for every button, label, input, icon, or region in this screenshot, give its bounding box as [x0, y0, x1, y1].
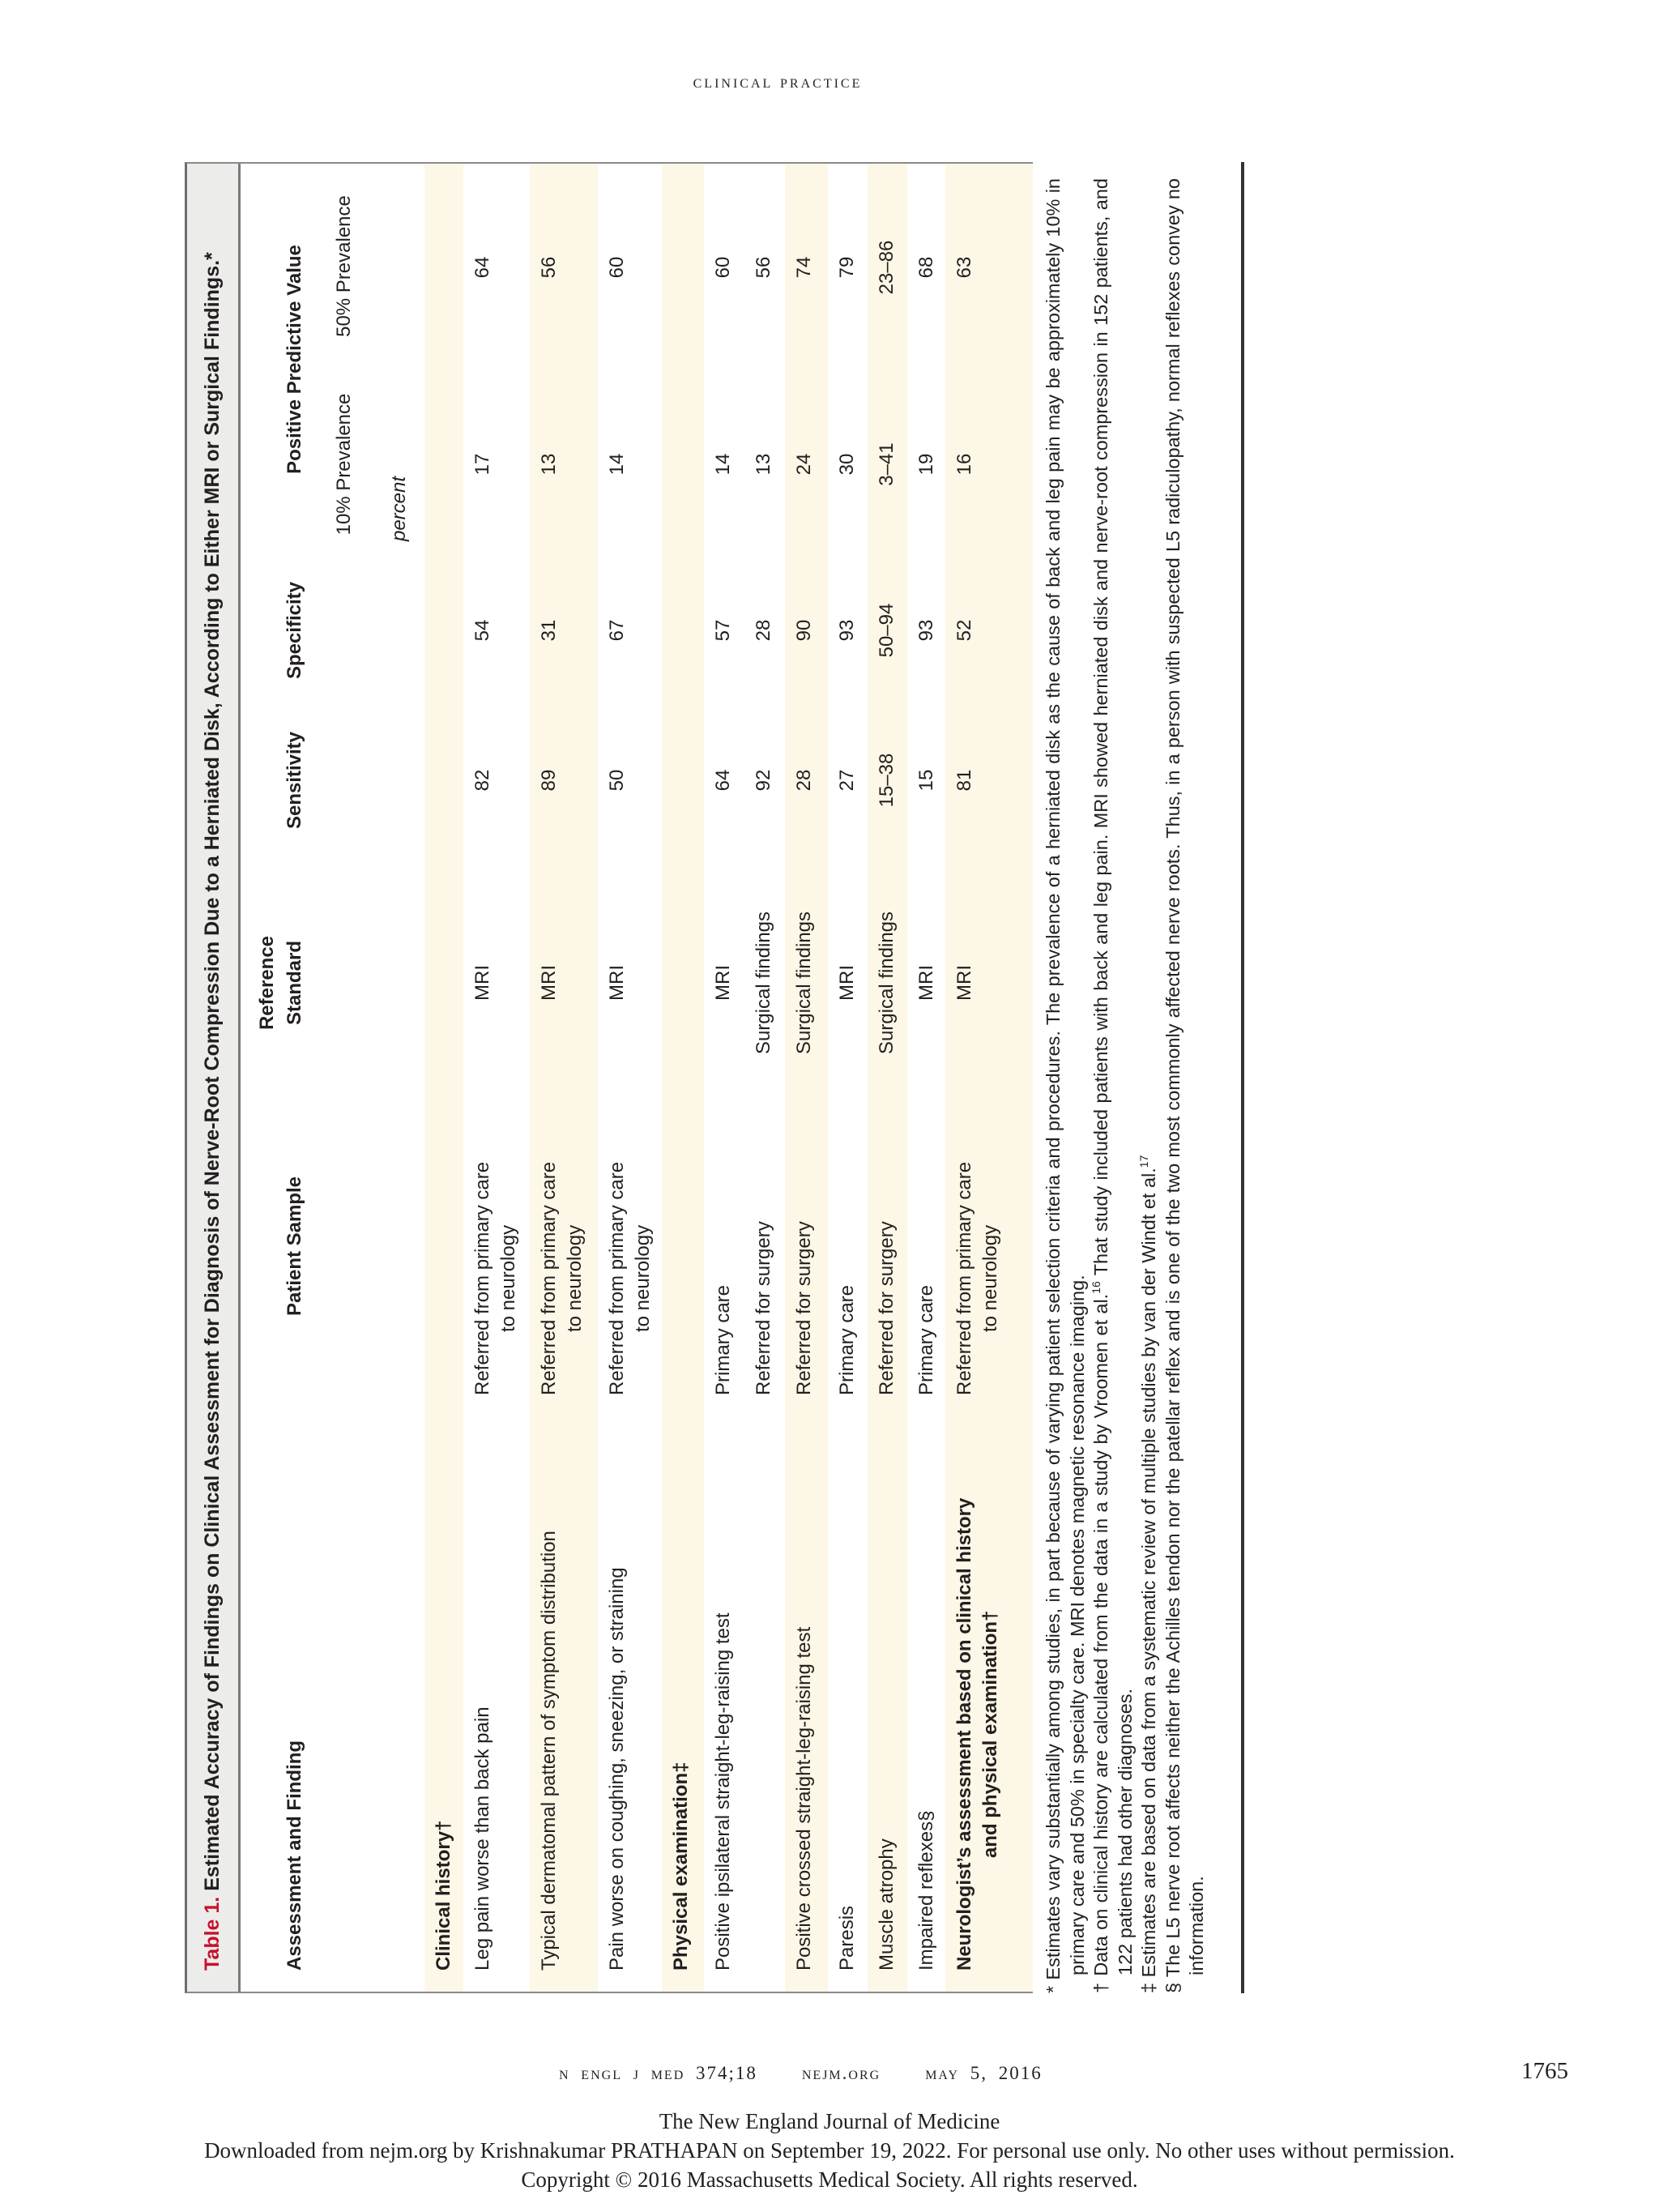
header-ppv: Positive Predictive Value	[284, 245, 305, 474]
header-ppv-10: 10% Prevalence	[333, 393, 355, 536]
sensitivity: 28	[785, 703, 828, 890]
reference-standard: MRI	[606, 965, 628, 1001]
sensitivity: 15	[915, 769, 937, 792]
header-reference-2: Standard	[284, 941, 305, 1026]
ppv-10: 24	[785, 371, 828, 557]
reference-standard: MRI	[836, 965, 858, 1001]
finding: Positive ipsilateral straight-leg-raising test	[712, 1612, 734, 1971]
ppv-10: 30	[836, 453, 858, 476]
patient-sample: Primary care	[915, 1284, 937, 1395]
table-frame	[185, 162, 1033, 1993]
ppv-10: 13	[530, 371, 598, 557]
sensitivity: 50	[606, 769, 628, 792]
copyright-notice: Copyright © 2016 Massachusetts Medical Society. All rights reserved.	[521, 2167, 1138, 2192]
reference-standard: MRI	[945, 890, 1033, 1076]
specificity: 28	[753, 619, 774, 642]
specificity: 57	[712, 619, 734, 642]
table-header	[241, 164, 424, 1992]
footnote: § The L5 nerve root affects neither the Achilles tendon nor the patellar reflex and is one of the two most commonly affected nerve roots. Thus, in a person with suspected L5 radiculopathy, normal reflexes convey no information.	[1162, 178, 1207, 1993]
sensitivity: 92	[753, 769, 774, 792]
patient-sample: Referred for surgery	[753, 1221, 774, 1395]
reference-standard: Surgical findings	[868, 890, 907, 1076]
specificity: 90	[785, 557, 828, 703]
patient-sample: Referred from primary care to neurology	[945, 1076, 1033, 1424]
specificity: 50–94	[868, 557, 907, 703]
table-row	[868, 164, 907, 1992]
ppv-50: 60	[712, 256, 734, 279]
sensitivity: 81	[945, 703, 1033, 890]
page-number: 1765	[1521, 2058, 1568, 2084]
header-specificity: Specificity	[284, 581, 305, 680]
table-title-text: Estimated Accuracy of Findings on Clinical Assessment for Diagnosis of Nerve-Root Compression Due to a Herniated Disk, According to Either MRI or Surgical Findings.*	[201, 252, 224, 1891]
header-reference-1: Reference	[256, 935, 278, 1031]
ppv-10: 14	[712, 453, 734, 476]
footer-citation: n engl j med 374;18 nejm.org may 5, 2016	[559, 2063, 1043, 2083]
section-label: Clinical history†	[424, 164, 463, 1992]
ppv-10: 17	[471, 453, 493, 476]
ppv-50: 56	[530, 164, 598, 371]
sensitivity: 89	[530, 703, 598, 890]
table-label: Table 1.	[201, 1896, 224, 1971]
footnote: † Data on clinical history are calculated from the data in a study by Vroomen et al.$^{16}$ That study included patients with back and leg pain. MRI showed herniated disk and nerve-root compression in 152 patients, and 122 patients had other diagnoses.	[1090, 178, 1136, 1993]
ppv-50: 23–86	[868, 164, 907, 371]
table-end-rule	[1241, 162, 1244, 1993]
header-sample: Patient Sample	[284, 1176, 305, 1317]
finding: Paresis	[836, 1905, 858, 1971]
sensitivity: 27	[836, 769, 858, 792]
table-footnotes	[1042, 178, 1209, 1993]
reference-standard: Surgical findings	[785, 890, 828, 1076]
finding: Positive crossed straight-leg-raising test	[785, 1424, 828, 1992]
ppv-10: 16	[945, 371, 1033, 557]
finding: Neurologist’s assessment based on clinical history and physical examination†	[945, 1424, 1033, 1992]
download-journal: The New England Journal of Medicine	[659, 2109, 1000, 2133]
header-finding: Assessment and Finding	[284, 1740, 305, 1971]
sensitivity: 64	[712, 769, 734, 792]
header-unit: percent	[388, 476, 410, 542]
reference-standard: MRI	[915, 965, 937, 1001]
ppv-50: 64	[471, 256, 493, 279]
finding: Impaired reflexes§	[915, 1810, 937, 1971]
ppv-50: 60	[606, 256, 628, 279]
section-label: Physical examination‡	[662, 164, 704, 1992]
table-row	[945, 164, 1033, 1992]
footnote: ‡ Estimates are based on data from a systematic review of multiple studies by van der Windt et al.$^{17}$	[1137, 1155, 1159, 1993]
finding: Typical dermatomal pattern of symptom distribution	[530, 1424, 598, 1992]
finding: Leg pain worse than back pain	[471, 1706, 493, 1971]
specificity: 31	[530, 557, 598, 703]
footnote: * Estimates vary substantially among studies, in part because of varying patient selection criteria and procedures. The prevalence of a herniated disk as the cause of back and leg pain may be approximately 10% in primary care and 50% in specialty care. MRI denotes magnetic resonance imaging.	[1043, 178, 1088, 1993]
download-notice: Downloaded from nejm.org by Krishnakumar PRATHAPAN on September 19, 2022. For personal use only. No other uses without permission.	[204, 2138, 1455, 2163]
reference-standard: Surgical findings	[753, 911, 774, 1055]
patient-sample: Referred for surgery	[785, 1076, 828, 1424]
reference-standard: MRI	[471, 965, 493, 1001]
ppv-50: 56	[753, 256, 774, 279]
finding: Muscle atrophy	[868, 1424, 907, 1992]
table-row	[828, 164, 868, 1992]
table-row	[530, 164, 598, 1992]
ppv-50: 63	[945, 164, 1033, 371]
table-title	[187, 164, 241, 1992]
patient-sample: Referred for surgery	[868, 1076, 907, 1424]
finding: Pain worse on coughing, sneezing, or straining	[606, 1567, 628, 1971]
patient-sample: Primary care	[836, 1284, 858, 1395]
reference-standard: MRI	[530, 890, 598, 1076]
ppv-10: 19	[915, 453, 937, 476]
ppv-50: 79	[836, 256, 858, 279]
table-row	[785, 164, 828, 1992]
specificity: 67	[606, 619, 628, 642]
ppv-50: 68	[915, 256, 937, 279]
sensitivity: 82	[471, 769, 493, 792]
sensitivity: 15–38	[868, 703, 907, 890]
specificity: 54	[471, 619, 493, 642]
findings-table	[424, 164, 1033, 1992]
ppv-10: 13	[753, 453, 774, 476]
section-row	[424, 164, 463, 1992]
patient-sample: Referred from primary care to neurology	[530, 1076, 598, 1424]
header-sensitivity: Sensitivity	[284, 731, 305, 830]
header-ppv-50: 50% Prevalence	[333, 195, 355, 337]
reference-standard: MRI	[712, 965, 734, 1001]
ppv-50: 74	[785, 164, 828, 371]
table-row	[704, 164, 744, 1992]
rotated-table-block	[185, 162, 1254, 1993]
running-head: clinical practice	[693, 71, 863, 92]
specificity: 93	[915, 619, 937, 642]
table-row	[907, 164, 945, 1992]
ppv-10: 14	[606, 453, 628, 476]
section-row	[662, 164, 704, 1992]
table-row	[463, 164, 530, 1992]
specificity: 52	[945, 557, 1033, 703]
ppv-10: 3–41	[868, 371, 907, 557]
specificity: 93	[836, 619, 858, 642]
patient-sample: Referred from primary care to neurology	[606, 1161, 654, 1395]
patient-sample: Referred from primary care to neurology	[471, 1161, 519, 1395]
patient-sample: Primary care	[712, 1284, 734, 1395]
table-row	[598, 164, 662, 1992]
